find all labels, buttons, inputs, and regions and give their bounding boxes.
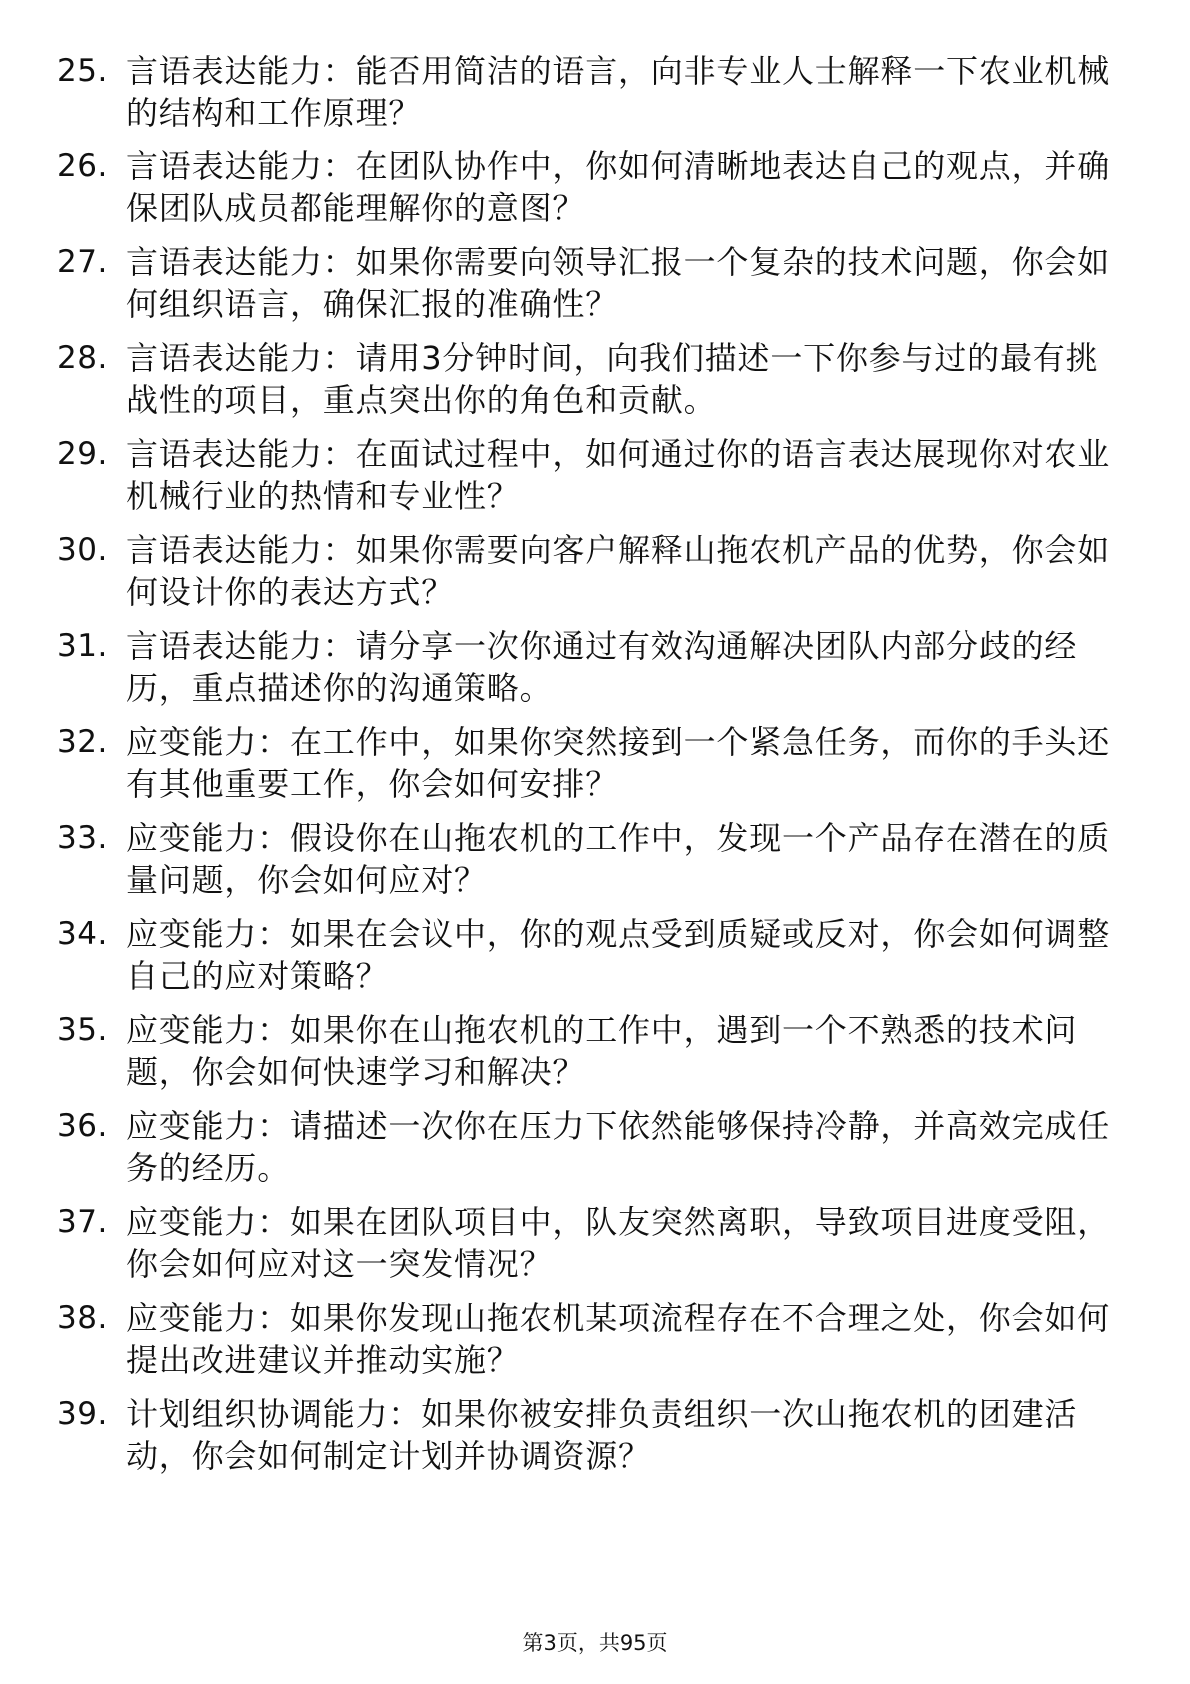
question-number: 35. (57, 1012, 108, 1048)
question-number: 33. (57, 820, 108, 856)
question-text: 计划组织协调能力：如果你被安排负责组织一次山拖农机的团建活动，你会如何制定计划并协调资源？ (126, 1395, 1078, 1475)
question-text: 言语表达能力：在面试过程中，如何通过你的语言表达展现你对农业机械行业的热情和专业性？ (126, 435, 1111, 515)
question-number: 31. (57, 628, 108, 664)
question-item (0, 433, 1190, 523)
question-number: 39. (57, 1396, 108, 1432)
question-number: 34. (57, 916, 108, 952)
question-text: 应变能力：如果在团队项目中，队友突然离职，导致项目进度受阻，你会如何应对这一突发情况？ (126, 1203, 1111, 1283)
question-item (0, 1009, 1190, 1099)
question-item (0, 1393, 1190, 1483)
question-item (0, 241, 1190, 331)
question-number: 30. (57, 532, 108, 568)
question-number: 29. (57, 436, 108, 472)
question-text: 应变能力：请描述一次你在压力下依然能够保持冷静，并高效完成任务的经历。 (126, 1107, 1111, 1187)
question-text: 言语表达能力：如果你需要向领导汇报一个复杂的技术问题，你会如何组织语言，确保汇报的准确性？ (126, 243, 1111, 323)
question-item (0, 817, 1190, 907)
question-number: 36. (57, 1108, 108, 1144)
question-item (0, 1201, 1190, 1291)
question-text: 言语表达能力：在团队协作中，你如何清晰地表达自己的观点，并确保团队成员都能理解你的意图？ (126, 147, 1111, 227)
question-text: 应变能力：如果你在山拖农机的工作中，遇到一个不熟悉的技术问题，你会如何快速学习和解决？ (126, 1011, 1078, 1091)
question-text: 应变能力：如果你发现山拖农机某项流程存在不合理之处，你会如何提出改进建议并推动实施？ (126, 1299, 1111, 1379)
question-item (0, 913, 1190, 1003)
question-item (0, 721, 1190, 811)
question-item (0, 145, 1190, 235)
question-number: 32. (57, 724, 108, 760)
question-text: 应变能力：在工作中，如果你突然接到一个紧急任务，而你的手头还有其他重要工作，你会如何安排？ (126, 723, 1111, 803)
question-text: 言语表达能力：请分享一次你通过有效沟通解决团队内部分歧的经历，重点描述你的沟通策略。 (126, 627, 1078, 707)
question-item (0, 529, 1190, 619)
question-number: 27. (57, 244, 108, 280)
question-number: 37. (57, 1204, 108, 1240)
question-item (0, 1297, 1190, 1387)
question-text: 言语表达能力：请用3分钟时间，向我们描述一下你参与过的最有挑战性的项目，重点突出你的角色和贡献。 (126, 339, 1099, 419)
question-text: 应变能力：如果在会议中，你的观点受到质疑或反对，你会如何调整自己的应对策略？ (126, 915, 1111, 995)
question-number: 38. (57, 1300, 108, 1336)
question-text: 言语表达能力：如果你需要向客户解释山拖农机产品的优势，你会如何设计你的表达方式？ (126, 531, 1111, 611)
question-text: 言语表达能力：能否用简洁的语言，向非专业人士解释一下农业机械的结构和工作原理？ (126, 52, 1111, 132)
page-footer: 第3页，共95页 (522, 1631, 668, 1655)
question-number: 28. (57, 340, 108, 376)
question-item (0, 1105, 1190, 1195)
question-text: 应变能力：假设你在山拖农机的工作中，发现一个产品存在潜在的质量问题，你会如何应对？ (126, 819, 1111, 899)
question-item (0, 337, 1190, 427)
question-item (0, 50, 1190, 140)
question-number: 25. (57, 53, 108, 89)
question-number: 26. (57, 148, 108, 184)
question-item (0, 625, 1190, 715)
